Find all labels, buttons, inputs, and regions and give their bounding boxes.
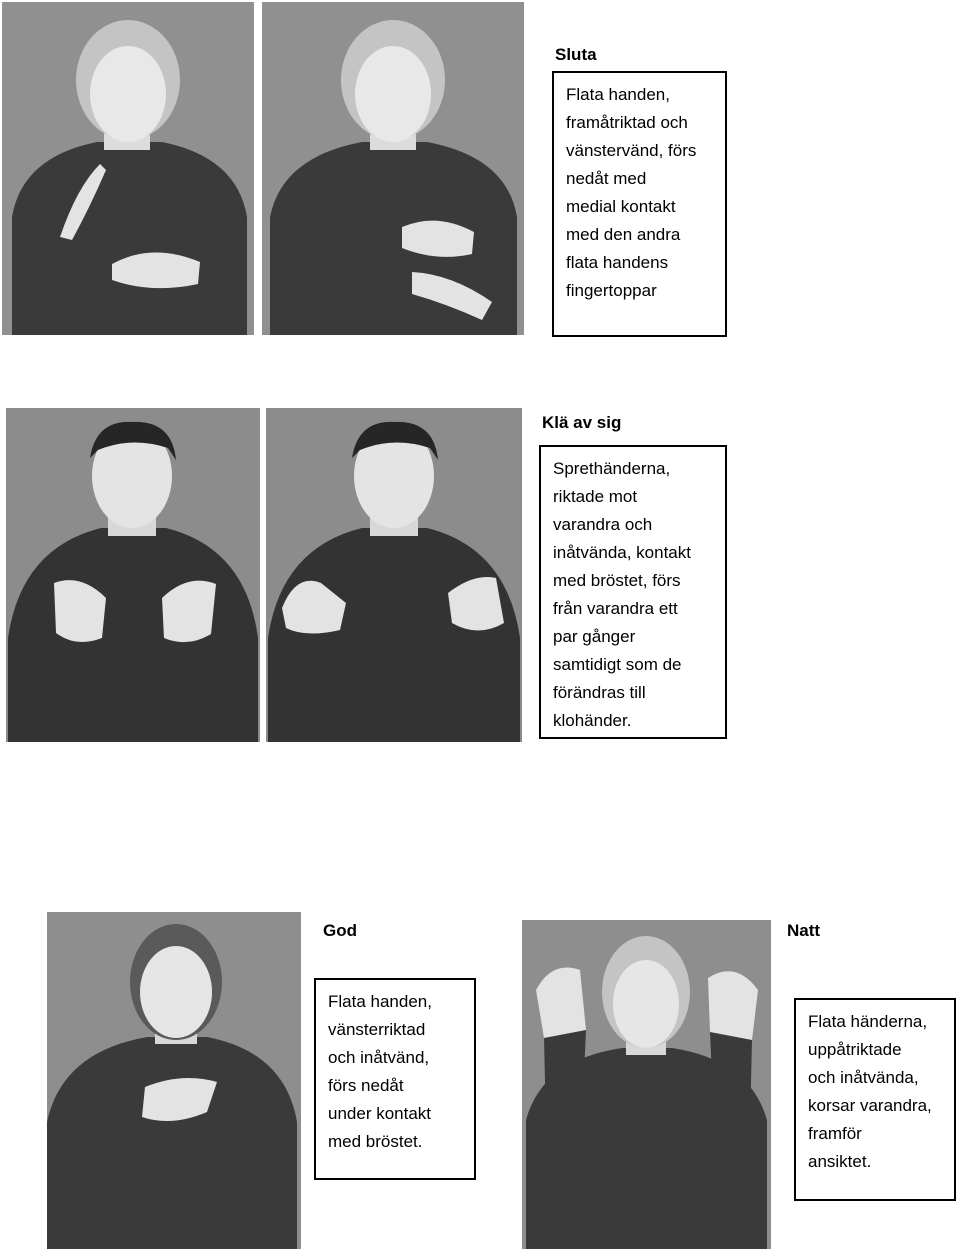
sign-photo-sluta-2 [262, 2, 524, 335]
sign-title-god: God [323, 921, 357, 940]
sign-photo-sluta-1 [2, 2, 254, 335]
sign-description-kla-av-sig: Sprethänderna, riktade mot varandra och inåtvända, kontakt med bröstet, förs från varandra ett par gånger samtidigt som de förändras till klohänder. [539, 445, 727, 739]
sign-title-sluta: Sluta [555, 45, 597, 64]
sign-photo-natt [522, 920, 771, 1249]
man-photo-1-icon [6, 408, 260, 742]
sign-photo-kla-av-sig-1 [6, 408, 260, 742]
woman-hands-raised-photo-icon [522, 920, 771, 1249]
sign-title-natt: Natt [787, 921, 821, 940]
sign-title-kla-av-sig: Klä av sig [542, 413, 622, 432]
woman-short-hair-photo-1-icon [2, 2, 254, 335]
sign-description-natt: Flata händerna, uppåtriktade och inåtvända, korsar varandra, framför ansiktet. [794, 998, 956, 1201]
man-photo-2-icon [266, 408, 522, 742]
sign-description-sluta: Flata handen, framåtriktad och vänstervänd, förs nedåt med medial kontakt med den andra flata handens fingertoppar [552, 71, 727, 337]
sign-photo-kla-av-sig-2 [266, 408, 522, 742]
sign-description-god: Flata handen, vänsterriktad och inåtvänd, förs nedåt under kontakt med bröstet. [314, 978, 476, 1180]
woman-short-hair-photo-2-icon [262, 2, 524, 335]
woman-hand-on-chest-photo-icon [47, 912, 301, 1249]
sign-photo-god [47, 912, 301, 1249]
